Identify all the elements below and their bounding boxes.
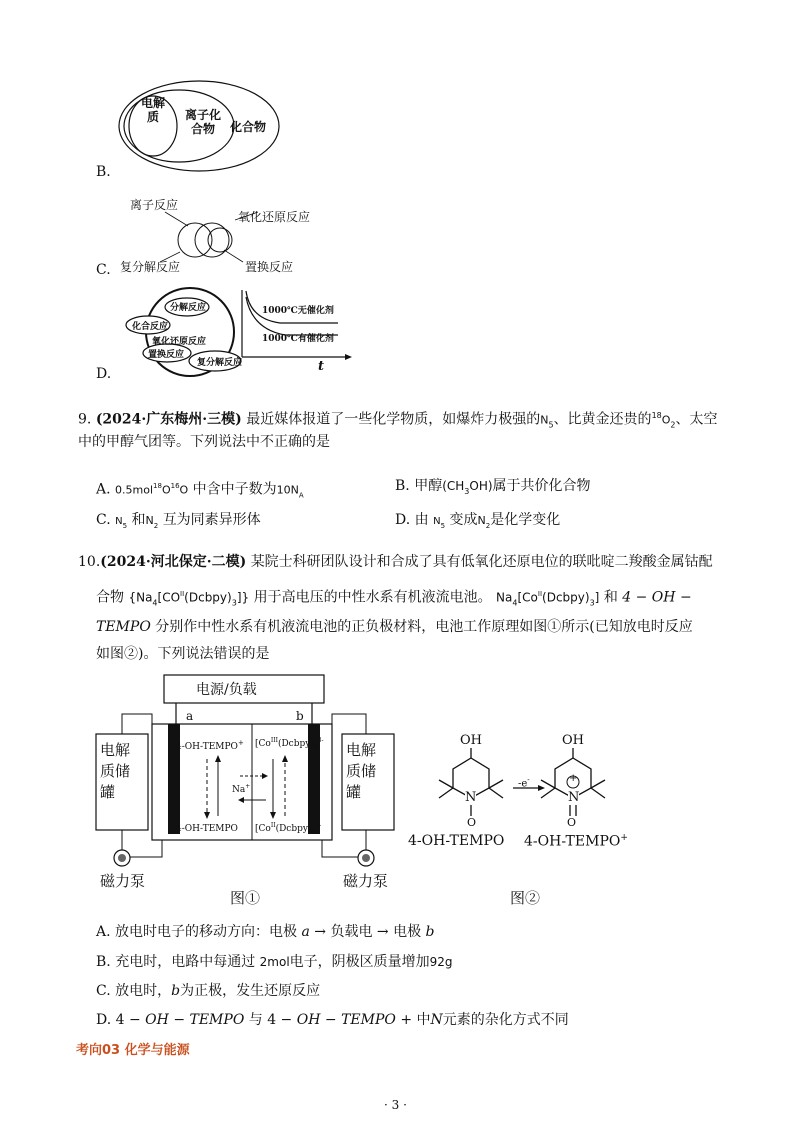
right-pump-label: 磁力泵: [343, 872, 389, 890]
curve-label-catalyst: 1000℃有催化剂: [262, 334, 334, 344]
page-number: · 3 ·: [384, 1098, 407, 1112]
electrode-a-label: a: [186, 709, 194, 723]
q10-stem-line2: 合物 $\{Na_4[CO^{II}(Dcbpy)_3]\}$ 用于高电压的中性水系有机液流电池。 $Na_4[Co^{II}(Dcbpy)_3]$ 和 4 − OH −: [96, 589, 692, 608]
right-structure-name: 4-OH-TEMPO+: [524, 833, 628, 850]
tempo-plus-label: 4-OH-TEMPO+: [176, 739, 244, 752]
left-tank-label: 电解质储罐: [100, 741, 131, 801]
label-redox-reaction: 氧化还原反应: [238, 210, 311, 224]
sodium-ion-label: Na+: [232, 783, 251, 795]
positive-charge-sign: +: [569, 773, 578, 784]
section-heading: 考向03 化学与能源: [76, 1043, 190, 1058]
q10-number: 10.: [78, 554, 101, 570]
q10-option-c: C. 放电时，b为正极，发生还原反应: [96, 983, 321, 999]
left-o-label: O: [467, 816, 477, 829]
label-ionic-reaction: 离子反应: [130, 198, 179, 212]
option-b-letter: B.: [96, 164, 111, 180]
label-replacement-reaction: 置换反应: [245, 260, 294, 274]
label-redox: 氧化还原反应: [152, 337, 207, 347]
q10-stem-line1: 10.(2024·河北保定·二模) 某院士科研团队设计和合成了具有低氧化还原电位的联吡啶二羧酸金属钴配: [78, 554, 713, 570]
label-electrolyte: 电解质: [141, 96, 166, 124]
power-load-label: 电源/负载: [196, 682, 257, 698]
label-compound: 化合物: [230, 120, 267, 134]
q9-option-b: B. 甲醇$(CH_3OH)$属于共价化合物: [395, 478, 591, 496]
q10-option-d: D. 4 − OH − TEMPO 与 4 − OH − TEMPO + 中N元素的杂化方式不同: [96, 1012, 569, 1028]
label-ionic-compound: 离子化合物: [184, 108, 221, 136]
co2-label: [$Co^{II}(Dcbpy)_3^{4-}$: [255, 822, 322, 836]
label-replacement: 置换反应: [148, 350, 185, 360]
label-decomposition: 分解反应: [170, 303, 207, 313]
q10-option-b: B. 充电时，电路中每通过 2mol电子，阴极区质量增加92g: [96, 954, 453, 970]
q9-number: 9.: [78, 411, 92, 428]
label-combination: 化合反应: [132, 322, 169, 332]
tempo-label: 4-OH-TEMPO: [176, 824, 238, 834]
label-double-decomp: 复分解反应: [197, 358, 243, 368]
tempo-ring-left: [439, 748, 503, 816]
axis-label-t: t: [318, 359, 325, 374]
left-structure-name: 4-OH-TEMPO: [408, 833, 505, 849]
q9-stem-line2: 中的甲醇气团等。下列说法中不正确的是: [78, 434, 330, 450]
q9-stem-line1: 9. (2024·广东梅州·三模) 最近媒体报道了一些化学物质，如爆炸力极强的$N_5$、比黄金还贵的$^{18}O_2$、太空: [78, 411, 718, 430]
q9-source: (2024·广东梅州·三模): [95, 411, 242, 428]
q10-source: (2024·河北保定·二模): [100, 554, 247, 570]
left-oh-label: OH: [460, 733, 482, 748]
q9-option-a: A. $0.5mol^{18}O^{16}O$ 中含中子数为$10N_A$: [96, 481, 304, 500]
electrode-b-label: b: [296, 709, 304, 723]
q10-stem-line4: 如图②)。下列说法错误的是: [96, 646, 270, 662]
right-o-label: O: [567, 816, 577, 829]
right-tank-label: 电解质储罐: [346, 741, 377, 801]
curve-label-no-catalyst: 1000℃无催化剂: [262, 306, 334, 316]
option-c-letter: C.: [96, 262, 111, 278]
option-d-letter: D.: [96, 366, 112, 382]
label-double-decomposition: 复分解反应: [120, 260, 181, 274]
right-oh-label: OH: [562, 733, 584, 748]
co3-label: [$Co^{III}(Dcbpy)_3^{3-}$: [255, 737, 324, 751]
q9-option-c: C. $N_5$ 和$N_2$ 互为同素异形体: [96, 512, 261, 530]
figure-2-caption: 图②: [510, 889, 541, 907]
right-n-label: N: [568, 790, 580, 805]
figure-1-caption: 图①: [230, 889, 261, 907]
electron-loss-label: -e-: [518, 776, 530, 790]
q10-option-a: A. 放电时电子的移动方向：电极 a → 负载电 → 电极 b: [96, 924, 435, 940]
q9-option-d: D. 由 $N_5$ 变成$N_2$是化学变化: [395, 512, 561, 530]
q10-stem-line3: TEMPO 分别作中性水系有机液流电池的正负极材料，电池工作原理如图①所示(已知放电时反应: [96, 619, 693, 635]
left-n-label: N: [465, 790, 477, 805]
left-pump-label: 磁力泵: [100, 872, 146, 890]
